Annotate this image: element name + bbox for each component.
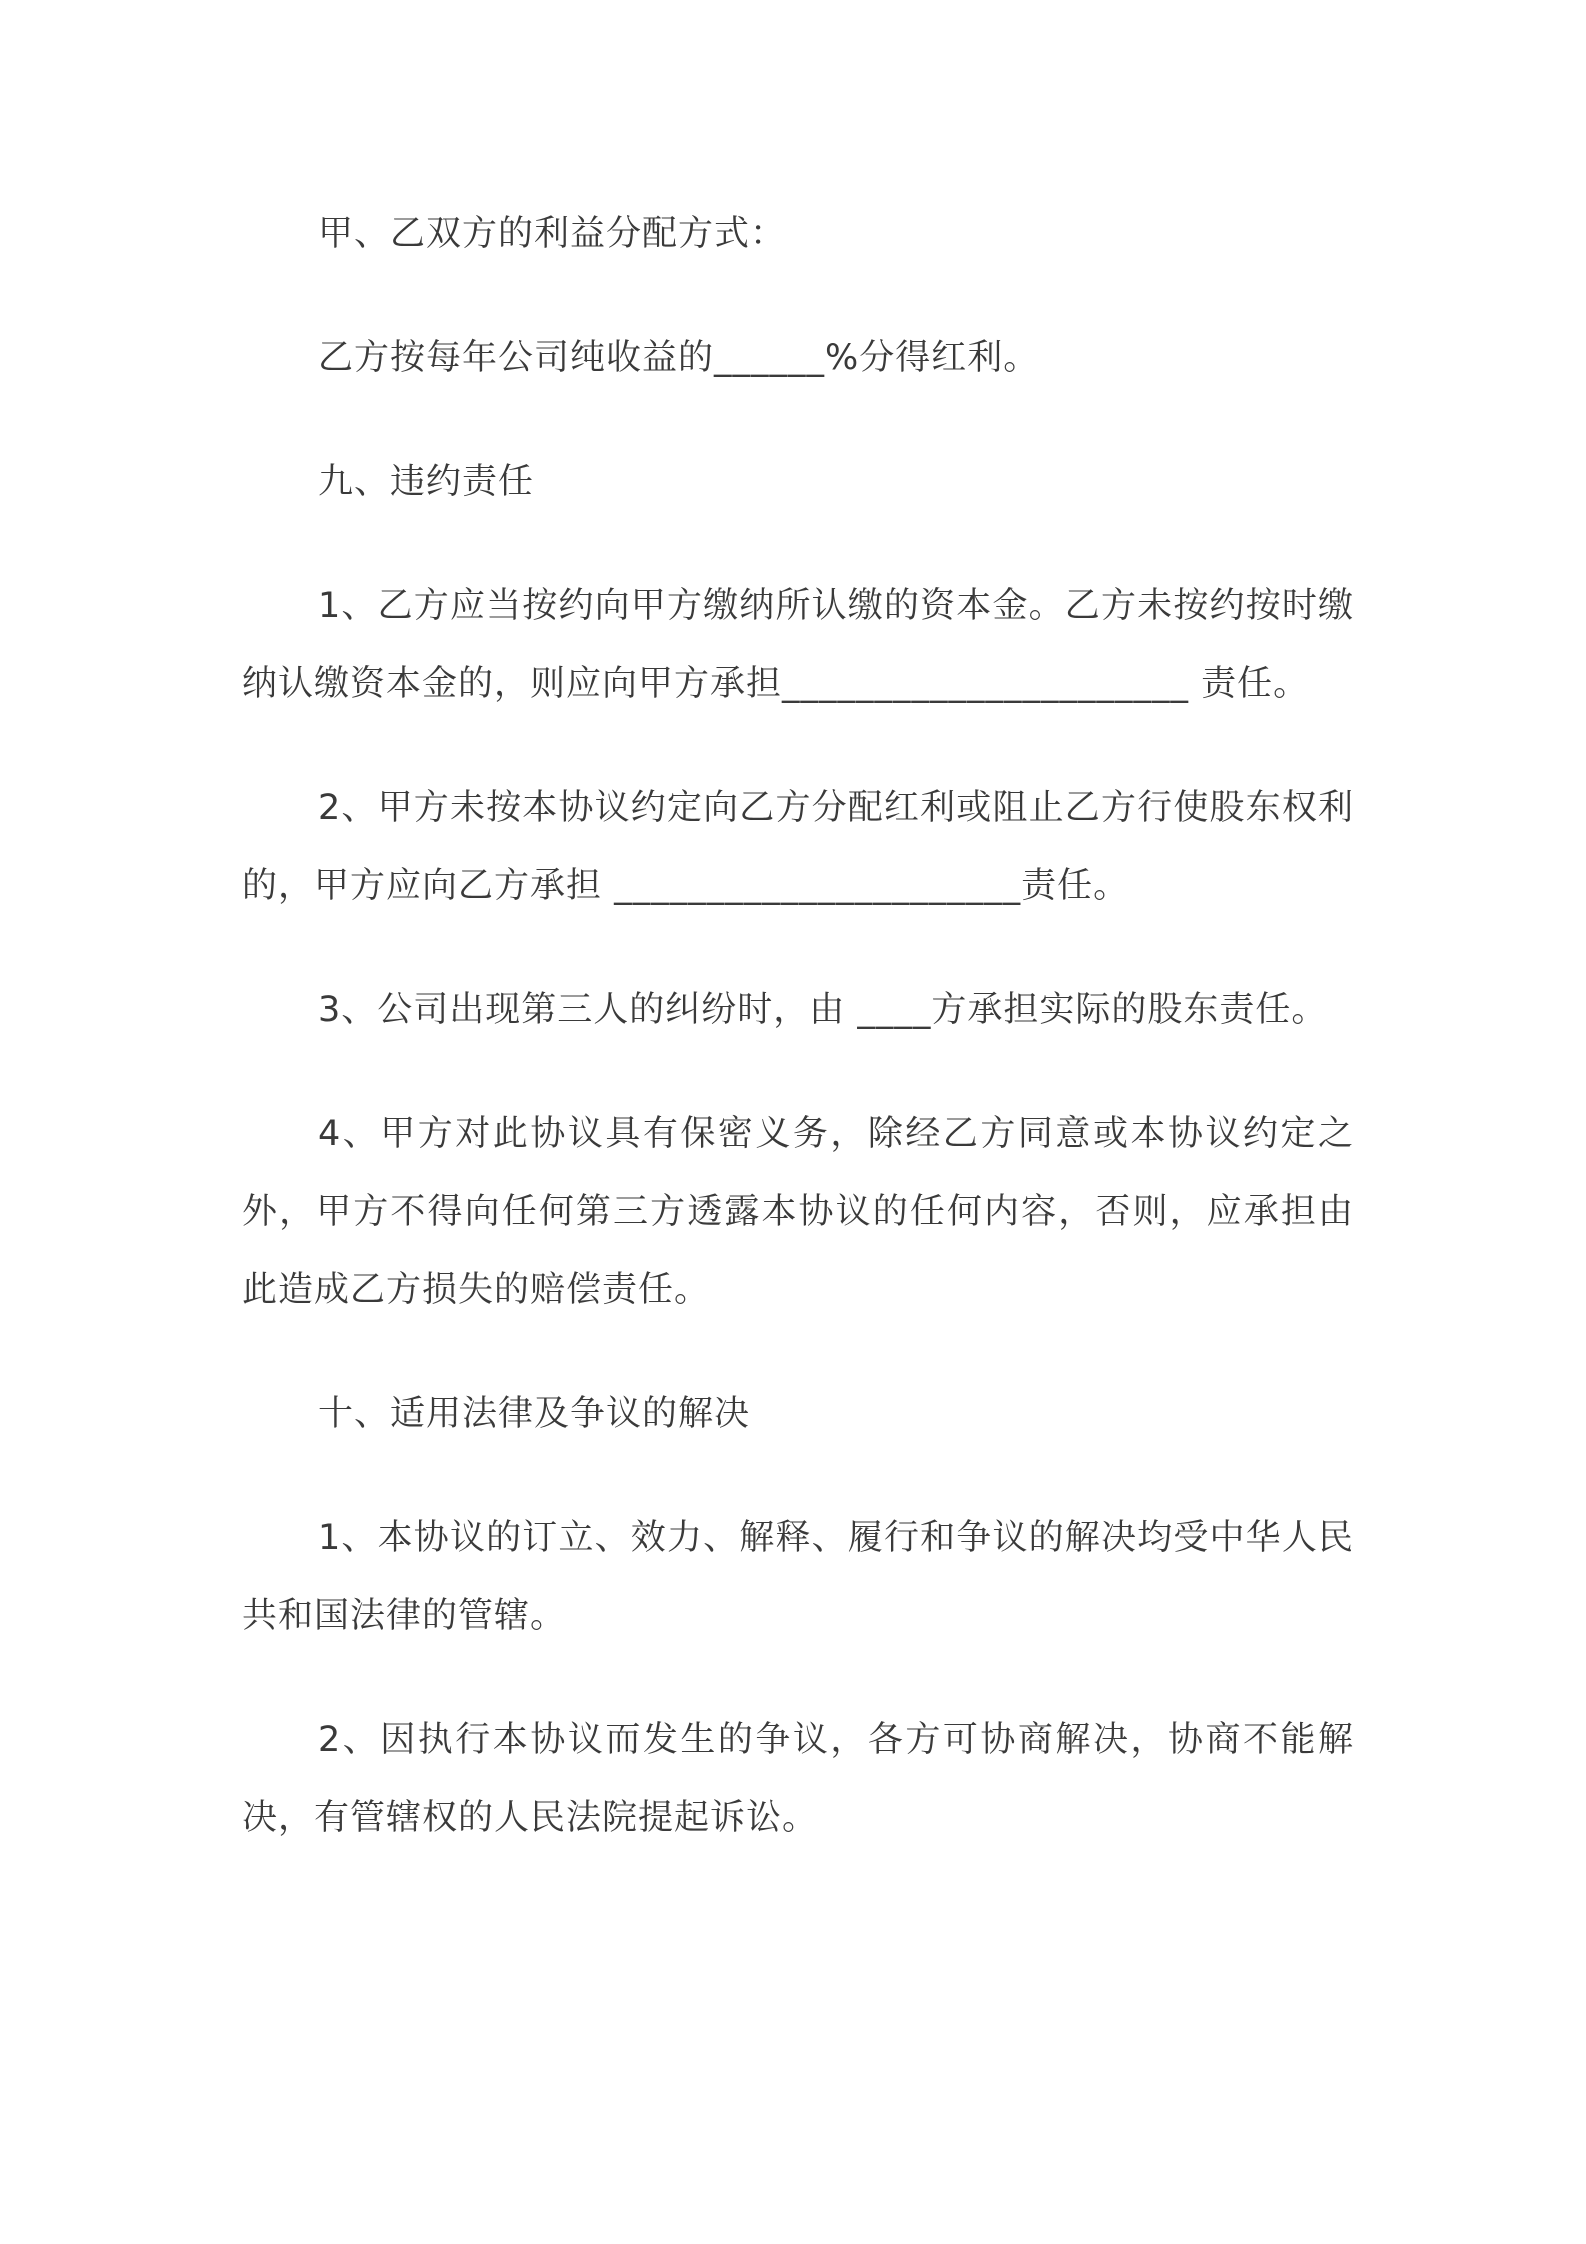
dividend-percentage-clause: 乙方按每年公司纯收益的______%分得红利。 bbox=[318, 338, 1040, 378]
breach-clause-1: 1、乙方应当按约向甲方缴纳所认缴的资本金。乙方未按约按时缴纳认缴资本金的，则应向甲方承担______________________ 责任。 bbox=[242, 586, 1354, 704]
law-clause-1: 1、本协议的订立、效力、解释、履行和争议的解决均受中华人民共和国法律的管辖。 bbox=[242, 1518, 1354, 1636]
document-body bbox=[242, 195, 1354, 1903]
profit-distribution-heading: 甲、乙双方的利益分配方式： bbox=[318, 214, 787, 254]
breach-clause-2: 2、甲方未按本协议约定向乙方分配红利或阻止乙方行使股东权利的，甲方应向乙方承担 ______________________责任。 bbox=[242, 788, 1354, 906]
breach-clause-4: 4、甲方对此协议具有保密义务，除经乙方同意或本协议约定之外，甲方不得向任何第三方透露本协议的任何内容，否则，应承担由此造成乙方损失的赔偿责任。 bbox=[242, 1114, 1354, 1310]
law-clause-2: 2、因执行本协议而发生的争议，各方可协商解决，协商不能解决，有管辖权的人民法院提起诉讼。 bbox=[242, 1720, 1354, 1838]
breach-clause-3: 3、公司出现第三人的纠纷时，由 ____方承担实际的股东责任。 bbox=[318, 990, 1328, 1030]
section-10-heading: 十、适用法律及争议的解决 bbox=[318, 1394, 751, 1434]
section-9-heading: 九、违约责任 bbox=[318, 462, 535, 502]
